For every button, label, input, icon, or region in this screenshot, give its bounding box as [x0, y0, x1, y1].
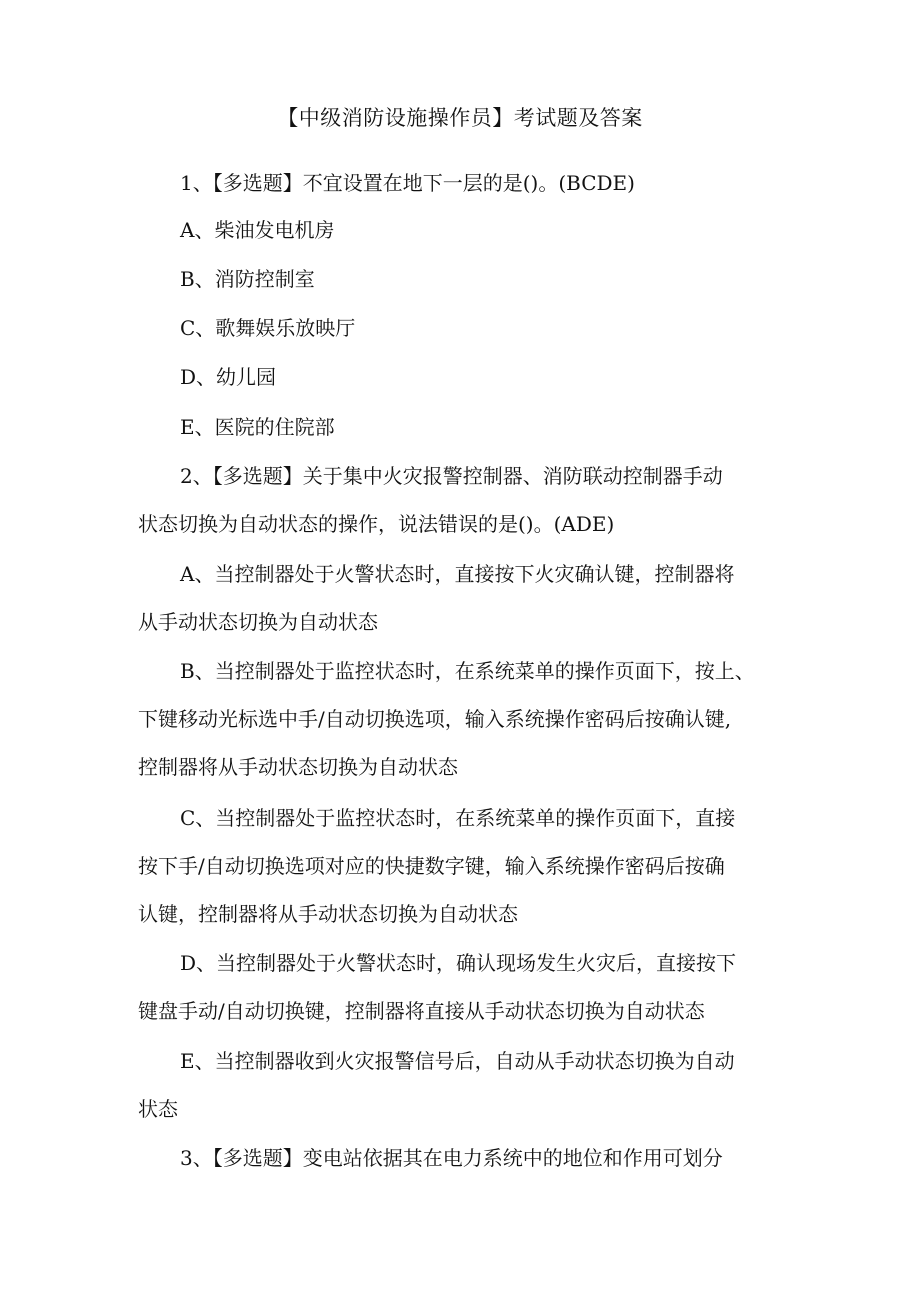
question-1-stem: 1、【多选题】不宜设置在地下一层的是()。(BCDE)	[180, 171, 635, 195]
question-1-option-b: B、消防控制室	[180, 267, 315, 291]
question-2-option-e-line-1: E、当控制器收到火灾报警信号后，自动从手动状态切换为自动	[180, 1049, 735, 1073]
question-2-option-d-line-2: 键盘手动/自动切换键，控制器将直接从手动状态切换为自动状态	[138, 999, 705, 1023]
question-2-option-b-line-1: B、当控制器处于监控状态时，在系统菜单的操作页面下，按上、	[180, 659, 755, 683]
question-2-option-a-line-2: 从手动状态切换为自动状态	[138, 610, 378, 634]
question-1-option-e: E、医院的住院部	[180, 415, 335, 439]
question-1-option-a: A、柴油发电机房	[180, 218, 335, 242]
question-2-option-c-line-3: 认键，控制器将从手动状态切换为自动状态	[138, 902, 518, 926]
document-title: 【中级消防设施操作员】考试题及答案	[277, 106, 643, 130]
question-2-stem-line-2: 状态切换为自动状态的操作，说法错误的是()。(ADE)	[138, 512, 615, 536]
question-2-option-b-line-3: 控制器将从手动状态切换为自动状态	[138, 755, 458, 779]
question-2-option-e-line-2: 状态	[138, 1097, 178, 1121]
question-1-option-d: D、幼儿园	[180, 365, 277, 389]
question-2-option-c-line-2: 按下手/自动切换选项对应的快捷数字键，输入系统操作密码后按确	[138, 854, 725, 878]
question-2-option-a-line-1: A、当控制器处于火警状态时，直接按下火灾确认键，控制器将	[180, 562, 735, 586]
question-2-stem-line-1: 2、【多选题】关于集中火灾报警控制器、消防联动控制器手动	[180, 464, 723, 488]
question-3-stem: 3、【多选题】变电站依据其在电力系统中的地位和作用可划分	[180, 1146, 723, 1170]
question-2-option-b-line-2: 下键移动光标选中手/自动切换选项，输入系统操作密码后按确认键,	[138, 707, 732, 731]
question-2-option-d-line-1: D、当控制器处于火警状态时，确认现场发生火灾后，直接按下	[180, 951, 737, 975]
question-2-option-c-line-1: C、当控制器处于监控状态时，在系统菜单的操作页面下，直接	[180, 806, 736, 830]
question-1-option-c: C、歌舞娱乐放映厅	[180, 316, 356, 340]
